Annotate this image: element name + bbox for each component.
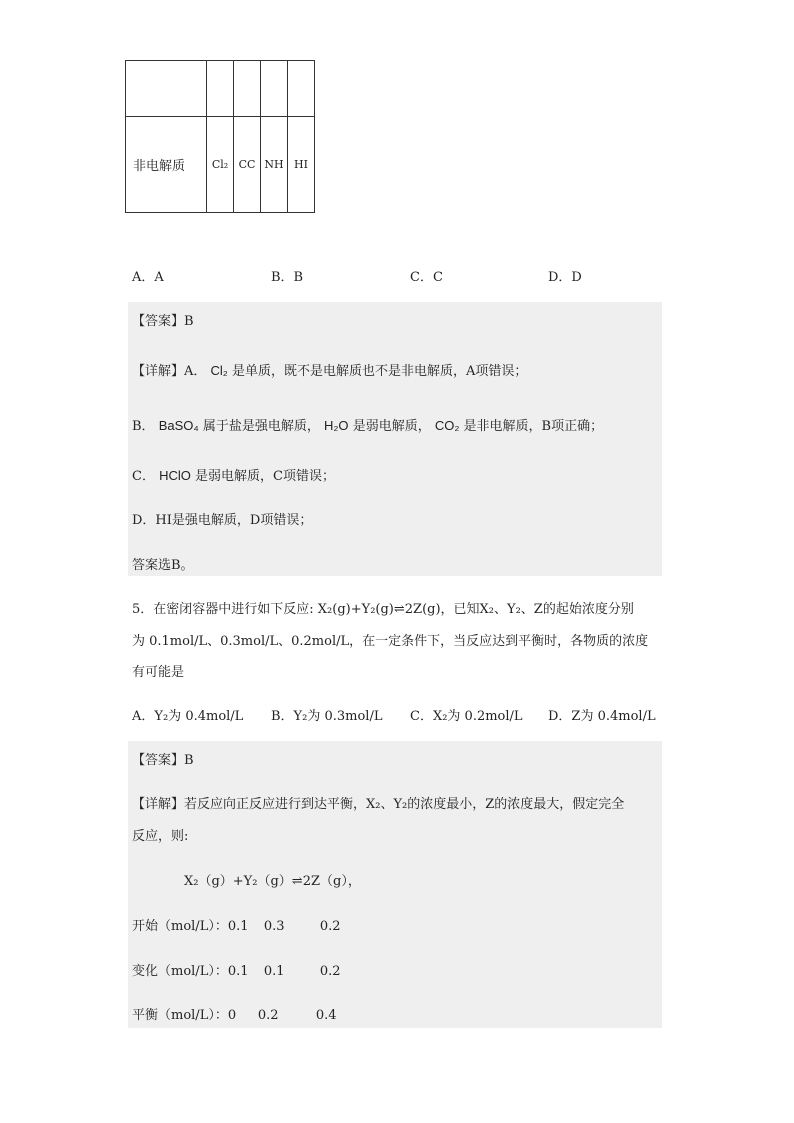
row-label: 平衡（mol/L）： [132,1008,228,1023]
q5-stem-line: 5．在密闭容器中进行如下反应: X₂(g)+Y₂(g)⇌2Z(g)，已知X₂、Y₂、Z的起始浓度分别 [132,602,634,617]
q4-answer-band [128,302,662,576]
q5-option-b: B．Y₂为 0.3mol/L [271,709,383,724]
table-empty-cell [261,61,288,117]
row-value: 0.2 [319,919,341,934]
detail-text: 属于盐是强电解质， [202,419,320,434]
q5-answer: 【答案】B [132,753,194,768]
q5-detail-line: 【详解】若反应向正反应进行到达平衡，X₂、Y₂的浓度最小，Z的浓度最大，假定完全 [132,797,625,812]
row-value: 0.4 [315,1008,337,1023]
q5-option-d: D．Z为 0.4mol/L [548,709,656,724]
detail-prefix: B． [132,419,155,434]
table-cell: NH [261,117,288,213]
detail-text: 是单质，既不是电解质也不是非电解质，A项错误； [232,364,528,379]
table-empty-cell [207,61,234,117]
table-cell: Cl₂ [207,117,234,213]
row-value: 0 [227,1008,237,1023]
row-value: 0.1 [263,964,285,979]
table-header-row [126,61,315,117]
q4-conclusion: 答案选B。 [132,558,194,573]
option-c: C．C [410,270,443,285]
q4-detail-b [132,415,603,434]
q4-detail-d: D．HI是强电解质，D项错误； [132,513,313,528]
q5-equation: X₂（g）+Y₂（g）⇌2Z（g）， [184,874,361,889]
option-a: A．A [132,270,164,285]
detail-prefix: C． [132,469,155,484]
chem-formula: CO₂ [434,418,460,433]
q5-stem-line: 为 0.1mol/L、0.3mol/L、0.2mol/L，在一定条件下，当反应达到平衡时，各物质的浓度 [132,634,649,649]
detail-text: 是非电解质，B项正确； [463,419,604,434]
row-value: 0.2 [257,1008,279,1023]
q5-stem-line: 有可能是 [132,665,185,680]
table-empty-cell [288,61,315,117]
chem-formula: BaSO₄ [158,418,199,433]
q5-option-c: C．X₂为 0.2mol/L [410,709,523,724]
detail-text: 是弱电解质， [352,419,431,434]
row-value: 0.1 [227,919,249,934]
row-value: 0.2 [319,964,341,979]
q5-row-change [132,960,341,979]
detail-prefix: 【详解】A． [132,364,207,379]
row-label: 开始（mol/L）： [132,919,228,934]
option-d: D．D [548,270,582,285]
table-empty-cell [234,61,261,117]
table-cell: HI [288,117,315,213]
q4-detail-c [132,465,335,484]
electrolyte-table [125,60,315,213]
q5-row-equilibrium [132,1004,337,1023]
table-cell: CC [234,117,261,213]
row-value: 0.3 [263,919,285,934]
q4-detail-a [132,360,527,379]
q5-row-start [132,915,341,934]
q5-option-a: A．Y₂为 0.4mol/L [132,709,244,724]
row-value: 0.1 [227,964,249,979]
detail-text: 是弱电解质，C项错误； [195,469,335,484]
chem-formula: Cl₂ [210,363,228,378]
row-label: 变化（mol/L）： [132,964,228,979]
chem-formula: HClO [159,468,191,483]
q4-answer: 【答案】B [132,314,194,329]
chem-formula: H₂O [324,418,349,433]
row-label: 非电解质 [126,117,207,213]
option-b: B．B [271,270,304,285]
q5-detail-line: 反应，则: [132,829,189,844]
table-empty-cell [126,61,207,117]
table-row [126,117,315,213]
